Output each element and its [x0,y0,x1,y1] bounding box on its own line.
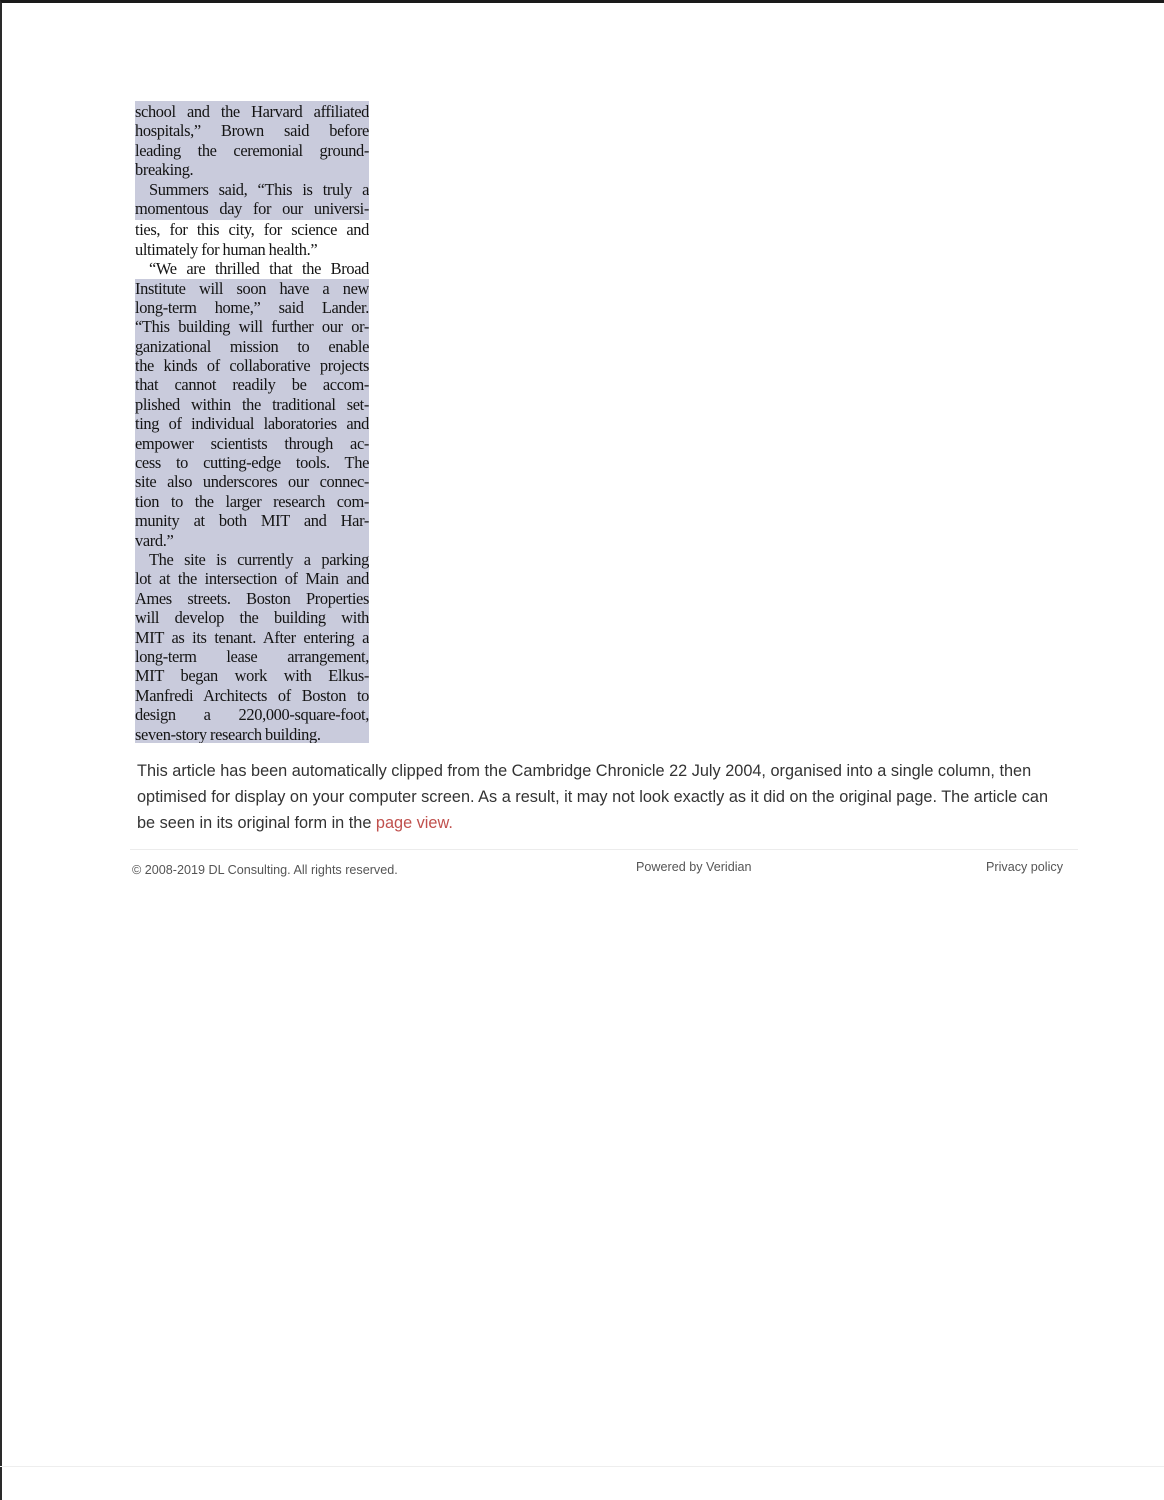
clip-line: tion to the larger research com- [135,491,369,511]
clip-line: MIT as its tenant. After entering a [135,627,369,647]
clip-line: long-term home,” said Lander. [135,297,369,317]
clip-line: ultimately for human health.” [135,240,369,259]
clip-line: MIT began work with Elkus- [135,666,369,686]
powered-by-veridian-link[interactable]: Powered by Veridian [636,860,752,874]
page-bottom-rule [0,1466,1164,1467]
clip-line: “This building will further our or- [135,317,369,337]
clip-line: will develop the building with [135,608,369,628]
clip-line: ting of individual laboratories and [135,414,369,434]
clip-line: site also underscores our connec- [135,472,369,492]
clip-line: munity at both MIT and Har- [135,511,369,531]
clip-line: long-term lease arrangement, [135,646,369,666]
page-view-link[interactable]: page view. [375,814,453,832]
clip-line: design a 220,000-square-foot, [135,705,369,725]
clip-line: Ames streets. Boston Properties [135,588,369,608]
clip-line: leading the ceremonial ground- [135,140,369,160]
footer-divider [130,849,1078,850]
clip-line: cess to cutting-edge tools. The [135,453,369,473]
clip-line: Manfredi Architects of Boston to [135,685,369,705]
clipping-notice [137,758,1052,836]
clip-line: Summers said, “This is truly a [149,179,369,199]
clip-line: breaking. [135,160,194,180]
clip-line: ganizational mission to enable [135,336,369,356]
clip-line: The site is currently a parking [149,549,369,569]
privacy-policy-link[interactable]: Privacy policy [986,860,1063,874]
clip-line: lot at the intersection of Main and [135,569,369,589]
clip-line: that cannot readily be accom- [135,375,369,395]
clip-line: the kinds of collaborative projects [135,356,369,376]
footer-copyright: © 2008-2019 DL Consulting. All rights reserved. [132,863,398,877]
clip-line: seven-story research building. [135,724,321,743]
clip-line: Institute will soon have a new [135,278,369,298]
clip-line: empower scientists through ac- [135,433,369,453]
clip-line: vard.” [135,530,174,550]
clip-line: school and the Harvard affiliated [135,102,369,121]
clip-line: ties, for this city, for science and [135,220,369,240]
clip-line: plished within the traditional set- [135,394,369,414]
clip-line: hospitals,” Brown said before [135,121,369,141]
article-clipping-image [135,101,369,743]
clipping-notice-text: This article has been automatically clipped from the Cambridge Chronicle 22 July 2004, organised into a single column, then optimised for display on your computer screen. As a result, it may not look exactly as it did on the original page. The article can be seen in its original form in the [137,762,1049,832]
clip-line: momentous day for our universi- [135,198,369,218]
clip-line: “We are thrilled that the Broad [135,259,369,278]
